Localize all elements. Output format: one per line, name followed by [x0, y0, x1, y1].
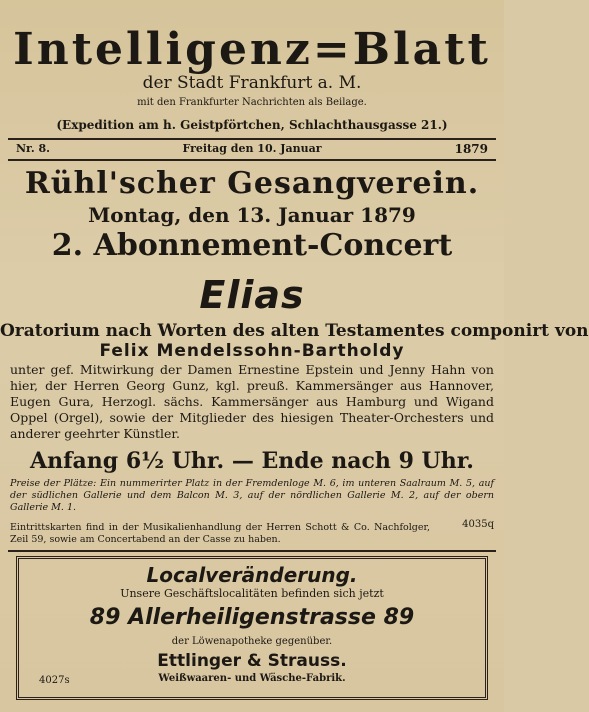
relocation-intro: Unsere Geschäftslocalitäten befinden sich jetzt: [120, 587, 384, 600]
masthead-expedition: (Expedition am h. Geistpförtchen, Schlachthausgasse 21.): [56, 118, 448, 132]
ad-society-title: Rühl'scher Gesangverein.: [24, 166, 480, 201]
issue-number: Nr. 8.: [16, 142, 50, 155]
issue-year: 1879: [454, 142, 488, 156]
ad-code: 4035q: [462, 519, 494, 530]
divider: [8, 159, 496, 161]
ad-times: Anfang 6½ Uhr. — Ende nach 9 Uhr.: [30, 448, 474, 474]
relocation-title: Localveränderung.: [146, 563, 358, 587]
relocation-address: 89 Allerheiligenstrasse 89: [89, 605, 415, 630]
relocation-ad-box: [16, 556, 488, 700]
ad-work-title: Elias: [199, 273, 305, 317]
relocation-address-note: der Löwenapotheke gegenüber.: [171, 636, 333, 647]
ad-tickets: Eintrittskarten find in der Musikalienhandlung der Herren Schott & Co. Nachfolger, Zeil 59, sowie am Concertabend an der Casse zu haben.: [10, 522, 430, 545]
relocation-firm-note: Weißwaaren- und Wäsche-Fabrik.: [158, 673, 346, 684]
issue-date: Freitag den 10. Januar: [182, 142, 322, 155]
ad-prices: Preise der Plätze: Ein nummerirter Platz in der Fremdenloge M. 6, im unteren Saalraum M. 5, auf der südlichen Gallerie und dem Balcon M. 3, auf der nördlichen Gallerie M. 2, auf der obern Gallerie M. 1.: [10, 478, 494, 513]
relocation-firm: Ettlinger & Strauss.: [157, 651, 347, 671]
masthead-subtitle: der Stadt Frankfurt a. M.: [142, 73, 362, 93]
ad-concert-title: 2. Abonnement-Concert: [51, 228, 453, 263]
divider: [8, 550, 496, 552]
divider: [8, 138, 496, 140]
dateline: [16, 142, 488, 158]
relocation-code: 4027s: [39, 675, 70, 686]
ad-body-text: unter gef. Mitwirkung der Damen Ernestine Epstein und Jenny Hahn von hier, der Herren Georg Gunz, kgl. preuß. Kammersänger aus Hannover, Eugen Gura, Herzogl. sächs. Kammersänger aus Hamburg und Wigand Oppel (Orgel), sowie der Mitglieder des hiesigen Theater-Orchesters und anderer geehrter Künstler.: [10, 362, 494, 441]
masthead-title: Intelligenz=Blatt: [13, 24, 491, 75]
ad-composer: Felix Mendelssohn-Bartholdy: [99, 341, 405, 361]
ad-description: Oratorium nach Worten des alten Testamentes componirt von: [0, 321, 589, 341]
ad-date: Montag, den 13. Januar 1879: [88, 203, 416, 227]
masthead-note: mit den Frankfurter Nachrichten als Beilage.: [137, 97, 367, 108]
